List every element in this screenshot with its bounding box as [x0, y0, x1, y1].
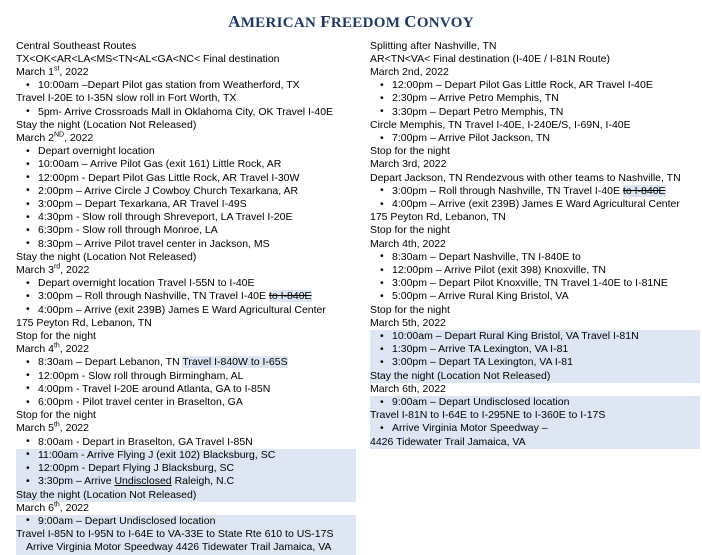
- struck-segment: to I-840E: [268, 290, 312, 303]
- route-step-highlighted: • 3:00pm – Depart TA Lexington, VA I-81: [370, 356, 700, 369]
- route-step: • 3:30pm – Depart Petro Memphis, TN: [370, 106, 700, 119]
- route-note: 175 Peyton Rd, Lebanon, TN: [16, 316, 152, 329]
- route-note-highlighted: Stay the night (Location Not Released): [16, 489, 356, 502]
- route-step: • 4:30pm - Slow roll through Shreveport, LA Travel I-20E: [16, 211, 356, 224]
- route-note-highlighted: Arrive Virginia Motor Speedway 4426 Tidewater Trail Jamaica, VA: [16, 541, 356, 554]
- right-blocks: [370, 66, 700, 449]
- route-step-highlighted: • 12:00pm - Depart Flying J Blacksburg, SC: [16, 462, 356, 475]
- right-header-1: Splitting after Nashville, TN: [370, 40, 497, 52]
- route-date: March 4th, 2022: [370, 237, 446, 250]
- route-note: Stop for the night: [16, 330, 96, 343]
- route-step-highlighted-segment: • 8:30am – Depart Lebanon, TN Travel I-840W to I-65S: [16, 356, 356, 369]
- route-note: Stop for the night: [16, 409, 96, 422]
- route-date: March 1st, 2022: [16, 65, 89, 78]
- route-note: Circle Memphis, TN Travel I-40E, I-240E/S, I-69N, I-40E: [370, 118, 631, 131]
- route-date: March 3rd, 2022: [16, 263, 90, 277]
- route-note-highlighted: Travel I-85N to I-95N to I-64E to VA-33E to State Rte 610 to US-17S: [16, 528, 356, 541]
- page-title-text: AMERICAN FREEDOM CONVOY: [228, 12, 474, 31]
- route-step: • 12:00pm - Slow roll through Birmingham, AL: [16, 370, 356, 383]
- route-step: • 6:00pm - Pilot travel center in Braselton, GA: [16, 396, 356, 409]
- route-step: • 10:00am – Arrive Pilot Gas (exit 161) Little Rock, AR: [16, 158, 356, 171]
- route-date: March 3rd, 2022: [370, 158, 447, 171]
- route-step: • 12:00pm – Arrive Pilot (exit 398) Knoxville, TN: [370, 264, 700, 277]
- route-note-highlighted: Stay the night (Location Not Released): [370, 370, 700, 383]
- route-step: • 6:30pm - Slow roll through Monroe, LA: [16, 224, 356, 237]
- route-step: • 3:00pm – Depart Texarkana, AR Travel I-49S: [16, 198, 356, 211]
- highlighted-segment: Travel I-840W to I-65S: [182, 356, 288, 369]
- route-step-highlighted: • 9:00am – Depart Undisclosed location: [370, 396, 700, 409]
- left-blocks: [16, 66, 356, 555]
- route-step: • 8:00am - Depart in Braselton, GA Travel I-85N: [16, 436, 356, 449]
- left-column: [16, 40, 356, 555]
- route-note: Stop for the night: [370, 224, 450, 237]
- route-step-highlighted: • 9:00am – Depart Undisclosed location: [16, 515, 356, 528]
- route-step-struck: • 3:00pm – Roll through Nashville, TN Travel I-40E to I-840E: [370, 185, 700, 198]
- route-step: • 2:00pm – Arrive Circle J Cowboy Church Texarkana, AR: [16, 185, 356, 198]
- right-header-2: AR<TN<VA< Final destination (I-40E / I-81N Route): [370, 53, 610, 65]
- route-note: Depart Jackson, TN Rendezvous with other teams to Nashville, TN: [370, 171, 681, 184]
- route-step: • Depart overnight location: [16, 145, 356, 158]
- route-step: • 5:00pm – Arrive Rural King Bristol, VA: [370, 290, 700, 303]
- route-step: • 12:00pm - Depart Pilot Gas Little Rock, AR Travel I-30W: [16, 172, 356, 185]
- route-step: • Depart overnight location Travel I-55N to I-40E: [16, 277, 356, 290]
- route-step: • 2:30pm – Arrive Petro Memphis, TN: [370, 92, 700, 105]
- routes-columns: [0, 40, 702, 555]
- route-step: • 10:00am –Depart Pilot gas station from Weatherford, TX: [16, 79, 356, 92]
- route-date: March 6th, 2022: [370, 382, 446, 395]
- route-step: • 12:00pm – Depart Pilot Gas Little Rock, AR Travel I-40E: [370, 79, 700, 92]
- route-date: March 4th, 2022: [16, 342, 89, 356]
- route-step-highlighted: • Arrive Virginia Motor Speedway –: [370, 422, 700, 435]
- route-step-highlighted: • 10:00am – Depart Rural King Bristol, VA Travel I-81N: [370, 330, 700, 343]
- route-note: Stay the night (Location Not Released): [16, 118, 197, 131]
- page-title: [0, 0, 702, 40]
- struck-segment: to I-840E: [622, 184, 666, 197]
- route-step-struck: • 3:00pm – Roll through Nashville, TN Travel I-40E to I-840E: [16, 290, 356, 303]
- route-step: • 4:00pm – Arrive (exit 239B) James E Ward Agricultural Center: [370, 198, 700, 211]
- route-step: • 7:00pm – Arrive Pilot Jackson, TN: [370, 132, 700, 145]
- route-note: Stop for the night: [370, 303, 450, 316]
- right-column: [370, 40, 700, 449]
- underlined-text: Undisclosed: [114, 475, 172, 488]
- route-note: Stay the night (Location Not Released): [16, 250, 197, 263]
- route-note-highlighted: 4426 Tidewater Trail Jamaica, VA: [370, 436, 700, 449]
- route-step: • 3:00pm – Depart Pilot Knoxville, TN Travel 1-40E to I-81NE: [370, 277, 700, 290]
- route-step-highlighted: • 11:00am - Arrive Flying J (exit 102) Blacksburg, SC: [16, 449, 356, 462]
- route-date: March 2ND, 2022: [16, 131, 94, 145]
- route-step: • 4:00pm – Arrive (exit 239B) James E Ward Agricultural Center: [16, 304, 356, 317]
- route-date: March 5th, 2022: [16, 421, 89, 435]
- left-header-2: TX<OK<AR<LA<MS<TN<AL<GA<NC< Final destination: [16, 53, 280, 65]
- route-step-highlighted: • 3:30pm – Arrive Undisclosed Raleigh, N.C: [16, 475, 356, 488]
- route-note: 175 Peyton Rd, Lebanon, TN: [370, 211, 506, 224]
- route-note: Stop for the night: [370, 145, 450, 158]
- route-date: March 2nd, 2022: [370, 66, 449, 78]
- route-note: Travel I-20E to I-35N slow roll in Fort Worth, TX: [16, 92, 237, 105]
- route-step: • 8:30pm – Arrive Pilot travel center in Jackson, MS: [16, 238, 356, 251]
- route-note-highlighted: Travel I-81N to I-64E to I-295NE to I-360E to I-17S: [370, 409, 700, 422]
- route-date: March 5th, 2022: [370, 316, 446, 329]
- left-header-1: Central Southeast Routes: [16, 40, 137, 52]
- route-step: • 5pm- Arrive Crossroads Mall in Oklahoma City, OK Travel I-40E: [16, 106, 356, 119]
- route-step: • 4:00pm - Travel I-20E around Atlanta, GA to I-85N: [16, 383, 356, 396]
- route-date: March 6th, 2022: [16, 501, 89, 514]
- route-step-highlighted: • 1:30pm – Arrive TA Lexington, VA I-81: [370, 343, 700, 356]
- route-step: • 8:30am – Depart Nashville, TN I-840E to: [370, 251, 700, 264]
